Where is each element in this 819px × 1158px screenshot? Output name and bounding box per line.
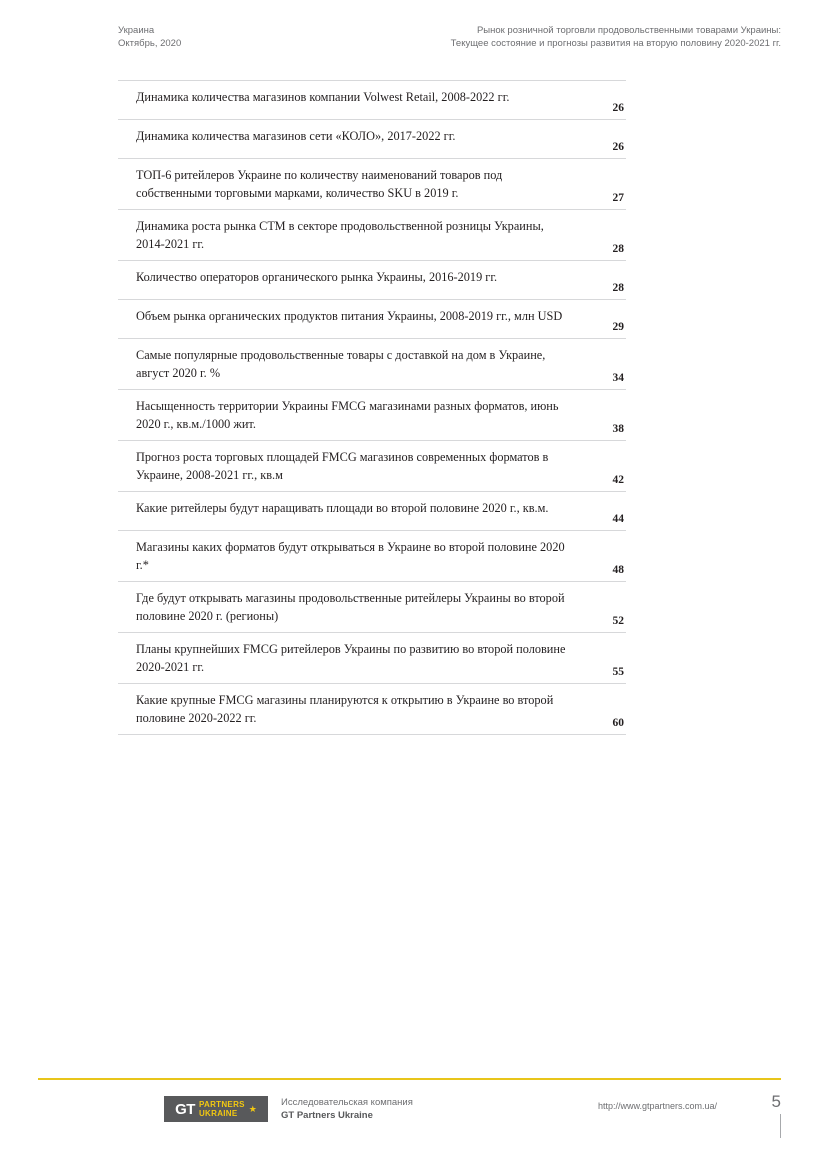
toc-entry-page: 28 xyxy=(612,282,624,294)
toc-entry-title: Динамика роста рынка СТМ в секторе продовольственной розницы Украины, 2014-2021 гг. xyxy=(136,219,544,251)
toc-entry-title: Планы крупнейших FMCG ритейлеров Украины по развитию во второй половине 2020-2021 гг. xyxy=(136,642,566,674)
header-report-title-line1: Рынок розничной торговли продовольственными товарами Украины: xyxy=(476,25,781,36)
table-row[interactable] xyxy=(118,492,626,531)
page-footer xyxy=(0,1092,819,1132)
toc-entry-title: Где будут открывать магазины продовольственные ритейлеры Украины во второй половине 2020 г. (регионы) xyxy=(136,591,565,623)
table-row[interactable] xyxy=(118,300,626,339)
toc-entry-title: ТОП-6 ритейлеров Украине по количеству наименований товаров под собственными торговыми марками, количество SKU в 2019 г. xyxy=(136,168,503,200)
page-number: 5 xyxy=(771,1092,781,1111)
table-row[interactable] xyxy=(118,582,626,633)
toc-entry-page: 27 xyxy=(612,192,624,204)
logo-ukraine-text: UKRAINE xyxy=(198,1109,238,1118)
table-row[interactable] xyxy=(118,531,626,582)
table-of-contents xyxy=(118,80,626,735)
gt-partners-logo xyxy=(164,1096,268,1122)
toc-entry-title: Магазины каких форматов будут открываться в Украине во второй половине 2020 г.* xyxy=(136,540,565,572)
logo-partners-text: PARTNERS xyxy=(198,1100,245,1109)
table-row[interactable] xyxy=(118,390,626,441)
table-row[interactable] xyxy=(118,210,626,261)
toc-entry-page: 28 xyxy=(612,243,624,255)
table-row[interactable] xyxy=(118,441,626,492)
footer-divider xyxy=(38,1078,781,1080)
toc-entry-title: Прогноз роста торговых площадей FMCG магазинов современных форматов в Украине, 2008-2021 гг., кв.м xyxy=(136,450,549,482)
toc-entry-page: 38 xyxy=(612,423,624,435)
toc-entry-page: 29 xyxy=(612,321,624,333)
logo-gt-text: GT xyxy=(175,1100,195,1118)
toc-entry-title: Самые популярные продовольственные товары с доставкой на дом в Украине, август 2020 г. % xyxy=(136,348,546,380)
header-date: Октябрь, 2020 xyxy=(118,38,182,49)
toc-entry-title: Какие крупные FMCG магазины планируются к открытию в Украине во второй половине 2020-2022 гг. xyxy=(136,693,554,725)
toc-entry-title: Количество операторов органического рынка Украины, 2016-2019 гг. xyxy=(136,270,498,284)
table-row[interactable] xyxy=(118,80,626,120)
header-left xyxy=(118,24,181,50)
toc-entry-page: 52 xyxy=(612,615,624,627)
table-row[interactable] xyxy=(118,261,626,300)
footer-company-descriptor: Исследовательская компания xyxy=(281,1097,413,1108)
table-row[interactable] xyxy=(118,339,626,390)
toc-entry-page: 26 xyxy=(612,102,624,114)
toc-entry-page: 55 xyxy=(612,666,624,678)
table-row[interactable] xyxy=(118,159,626,210)
toc-entry-title: Динамика количества магазинов сети «КОЛО», 2017-2022 гг. xyxy=(136,129,456,143)
footer-website-link[interactable]: http://www.gtpartners.com.ua/ xyxy=(598,1101,718,1111)
page-header xyxy=(0,24,819,50)
table-row[interactable] xyxy=(118,633,626,684)
toc-entry-page: 34 xyxy=(612,372,624,384)
toc-entry-page: 26 xyxy=(612,141,624,153)
toc-entry-page: 48 xyxy=(612,564,624,576)
toc-entry-page: 44 xyxy=(612,513,624,525)
table-row[interactable] xyxy=(118,120,626,159)
header-country: Украина xyxy=(118,25,155,36)
toc-entry-title: Насыщенность территории Украины FMCG магазинами разных форматов, июнь 2020 г., кв.м./1000 жит. xyxy=(136,399,559,431)
toc-entry-title: Объем рынка органических продуктов питания Украины, 2008-2019 гг., млн USD xyxy=(136,309,563,323)
header-report-title-line2: Текущее состояние и прогнозы развития на вторую половину 2020-2021 гг. xyxy=(450,38,781,49)
footer-company-name: GT Partners Ukraine xyxy=(281,1110,373,1121)
star-icon: ★ xyxy=(248,1103,257,1114)
header-right xyxy=(451,24,781,50)
toc-entry-page: 42 xyxy=(612,474,624,486)
toc-entry-page: 60 xyxy=(612,717,624,729)
footer-company-info xyxy=(281,1096,413,1122)
toc-entry-title: Какие ритейлеры будут наращивать площади во второй половине 2020 г., кв.м. xyxy=(136,501,549,515)
toc-entry-title: Динамика количества магазинов компании Volwest Retail, 2008-2022 гг. xyxy=(136,90,510,104)
page-number-divider xyxy=(780,1114,781,1138)
table-row[interactable] xyxy=(118,684,626,735)
